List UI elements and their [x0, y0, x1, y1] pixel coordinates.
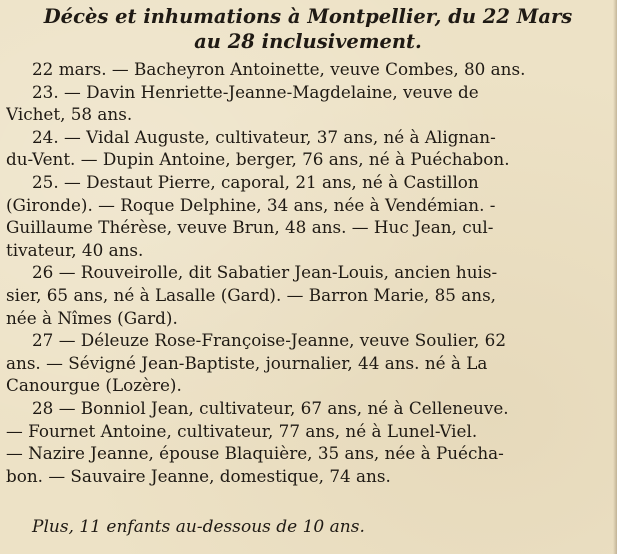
page-edge-shadow: [613, 0, 617, 554]
text-line: tivateur, 40 ans.: [6, 239, 144, 260]
article-heading: [18, 4, 598, 54]
text-line: 22 mars. — Bacheyron Antoinette, veuve Combes, 80 ans.: [32, 59, 526, 79]
text-line: née à Nîmes (Gard).: [6, 307, 178, 328]
text-line: (Gironde). — Roque Delphine, 34 ans, née à Vendémian. -: [6, 194, 496, 215]
text-line: Vichet, 58 ans.: [6, 104, 133, 125]
text-line: sier, 65 ans, né à Lasalle (Gard). — Barron Marie, 85 ans,: [6, 284, 497, 305]
death-register-text: [6, 58, 610, 487]
text-line: 28 — Bonniol Jean, cultivateur, 67 ans, né à Celleneuve.: [32, 397, 509, 418]
text-line: 27 — Déleuze Rose-Françoise-Jeanne, veuve Soulier, 62: [32, 330, 507, 351]
text-line: 24. — Vidal Auguste, cultivateur, 37 ans, né à Alignan-: [32, 126, 496, 147]
text-line: 25. — Destaut Pierre, caporal, 21 ans, né à Castillon: [32, 171, 479, 192]
text-line: 23. — Davin Henriette-Jeanne-Magdelaine, veuve de: [32, 81, 479, 102]
text-line: du-Vent. — Dupin Antoine, berger, 76 ans, né à Puéchabon.: [6, 149, 510, 170]
text-line: — Fournet Antoine, cultivateur, 77 ans, né à Lunel-Viel.: [6, 420, 478, 441]
text-line: Canourgue (Lozère).: [6, 375, 182, 396]
heading-line-2: au 28 inclusivement.: [194, 30, 422, 53]
text-line: — Nazire Jeanne, épouse Blaquière, 35 ans, née à Puécha-: [6, 443, 504, 464]
heading-line-1: Décès et inhumations à Montpellier, du 22 Mars: [43, 5, 573, 28]
footer-note: Plus, 11 enfants au-dessous de 10 ans.: [32, 517, 365, 537]
text-line: bon. — Sauvaire Jeanne, domestique, 74 ans.: [6, 465, 391, 486]
text-line: 26 — Rouveirolle, dit Sabatier Jean-Louis, ancien huis-: [32, 262, 498, 283]
text-line: ans. — Sévigné Jean-Baptiste, journalier, 44 ans. né à La: [6, 352, 488, 373]
text-line: Guillaume Thérèse, veuve Brun, 48 ans. — Huc Jean, cul-: [6, 217, 494, 238]
